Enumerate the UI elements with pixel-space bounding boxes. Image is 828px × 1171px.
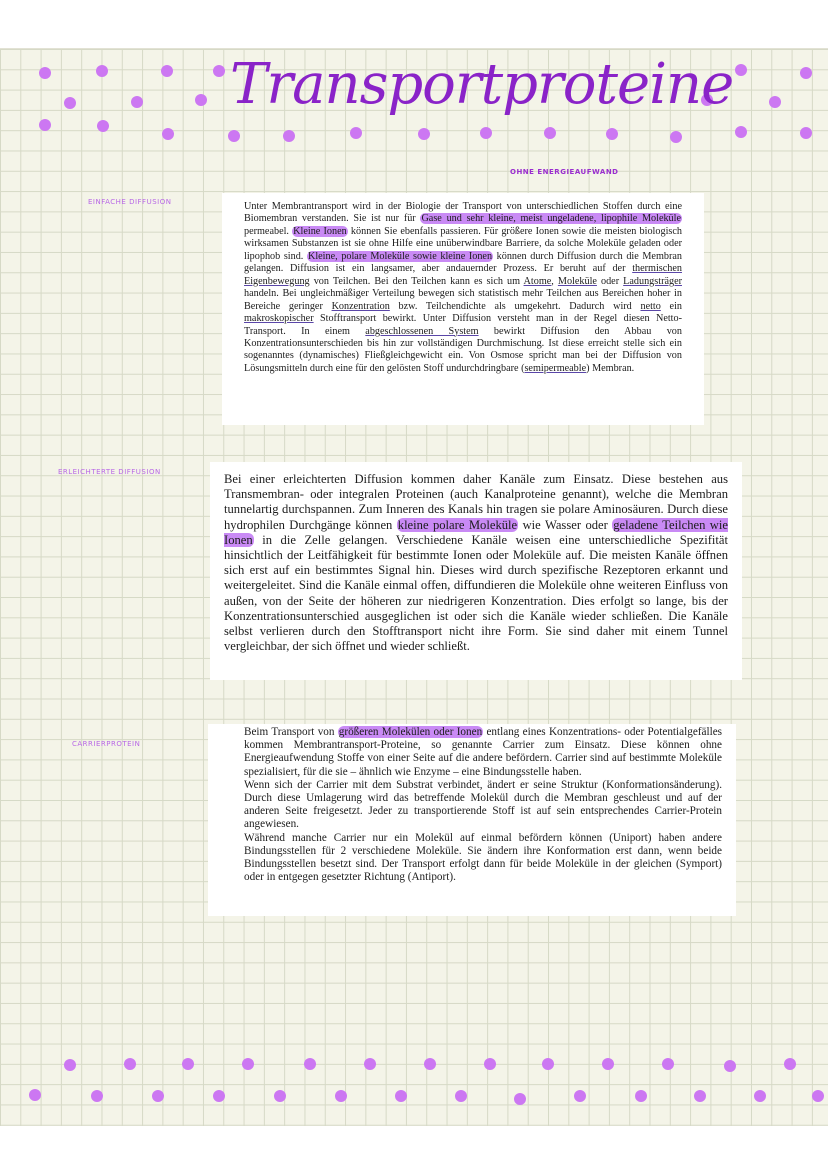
paragraph-facilitated-diffusion (224, 472, 728, 654)
highlight-small-ions: Kleine Ionen (293, 225, 347, 237)
decorative-dot (735, 126, 747, 138)
decorative-dot (754, 1090, 766, 1102)
text-segment: wie Wasser oder (518, 517, 613, 532)
link-closed-system[interactable]: abgeschlossenen System (365, 325, 479, 337)
decorative-dot (152, 1090, 164, 1102)
link-atoms[interactable]: Atome (523, 275, 552, 287)
highlight-polar-molecules: Kleine, polare Moleküle sowie kleine Ionen (307, 250, 493, 262)
decorative-dot (91, 1090, 103, 1102)
decorative-dot (724, 1060, 736, 1072)
text-segment: , (551, 275, 558, 287)
link-macroscopic[interactable]: makroskopischer (244, 313, 314, 325)
label-simple-diffusion: EINFACHE DIFFUSION (88, 198, 172, 206)
energy-note: OHNE ENERGIEAUFWAND (510, 168, 619, 176)
text-segment: entlang eines Konzentrations- oder Potentialgefälles kommen Membrantransport-Proteine, so genannte Carrier zum Einsatz. Diese können ohne Energieaufwendung Stoffe von einer Seite auf die andere befördern. Carrier sind auf bestimmte Moleküle spezialisiert, für die sie – ähnlich wie Enzyme – eine Bindungsstelle haben. (244, 726, 723, 778)
link-semipermeable[interactable]: semipermeable (524, 362, 587, 374)
decorative-dot (29, 1089, 41, 1101)
decorative-dot (213, 1090, 225, 1102)
text-card-carrier-protein (208, 724, 736, 916)
decorative-dot (182, 1058, 194, 1070)
paragraph-carrier-3: Während manche Carrier nur ein Molekül auf einmal befördern können (Uniport) haben andere Bindungsstellen für 2 verschiedene Moleküle. Sie ändern ihre Konformation erst dann, wenn beide Bindungsstellen besetzt sind. Der Transport erfolgt dann für beide Moleküle in der gleichen (Symport) oder in entgegen gesetzter Richtung (Antiport). (244, 831, 722, 884)
decorative-dot (484, 1058, 496, 1070)
decorative-dot (124, 1058, 136, 1070)
decorative-dot (662, 1058, 674, 1070)
decorative-dot (574, 1090, 586, 1102)
decorative-dot (64, 1059, 76, 1071)
page-title: Transportproteine (230, 52, 734, 117)
text-segment: Bei einer erleichterten Diffusion kommen daher Kanäle zum Einsatz. Diese bestehen aus Transmembran- oder integralen Proteinen (auch Kanalproteine genannt), welche die Membran tunnelartig durchspannen. Zum Inneren des Kanals hin tragen sie polare Aminosäuren. Durch diese hydrophilen Durchgänge können (224, 472, 728, 532)
text-segment: können Sie ebenfalls passieren. Für größere Ionen sowie die meisten biologisch wirksamen Substanzen ist sie ohne Hilfe eine unüberwindbare Barriere, da solche Moleküle geladen oder lipophob sind. (244, 225, 682, 262)
decorative-dot (39, 67, 51, 79)
decorative-dot (97, 120, 109, 132)
decorative-dot (769, 96, 781, 108)
highlight-charged-particles: geladene Teilchen wie Ionen (224, 517, 728, 547)
decorative-dot (335, 1090, 347, 1102)
text-segment: bewirkt Diffusion den Abbau von Konzentrationsunterschieden bis hin zur vollständigen Durchmischung. Ist diese erreicht stelle sich ein sogenanntes (dynamisches) Fließgleichgewicht ein. Von Osmose spricht man bei der Diffusion von Lösungsmitteln durch eine für den gelösten Stoff undurchdringbare ( (244, 325, 682, 374)
decorative-dot (514, 1093, 526, 1105)
decorative-dot (162, 128, 174, 140)
decorative-dot (812, 1090, 824, 1102)
decorative-dot (635, 1090, 647, 1102)
decorative-dot (784, 1058, 796, 1070)
decorative-dot (64, 97, 76, 109)
decorative-dot (735, 64, 747, 76)
text-segment: oder (596, 275, 624, 287)
link-charge-carriers[interactable]: Ladungsträger (623, 275, 682, 287)
text-segment: handeln. Bei ungleichmäßiger Verteilung bewegen sich statistisch mehr Teilchen aus Bereichen hoher in Bereiche geringer (244, 288, 682, 312)
paragraph-carrier-1 (244, 726, 722, 779)
text-segment: in die Zelle gelangen. Verschiedene Kanäle weisen eine unterschiedliche Spezifität hinsichtlich der Leitfähigkeit für bestimmte Ionen oder Moleküle auf. Die meisten Kanäle öffnen sich erst auf ein bestimmtes Signal hin. Dieses wird durch spezifische Rezeptoren erkannt und weitergeleitet. Sind die Kanäle einmal offen, diffundieren die Moleküle ohne weiteren Einfluss von außen, von der Seite der höheren zur niedrigeren Konzentration. Dies erfolgt so lange, bis der Konzentrationsunterschied ausgeglichen ist oder sich die Kanäle wieder schließen. Die Kanäle selbst verlieren durch den Stofftransport nicht ihre Form. Sie sind daher mit einem Tunnel vergleichbar, der sich öffnet und wieder schließt. (224, 532, 728, 654)
link-netto[interactable]: netto (640, 300, 661, 312)
decorative-dot (161, 65, 173, 77)
decorative-dot (455, 1090, 467, 1102)
decorative-dot (694, 1090, 706, 1102)
decorative-dot (195, 94, 207, 106)
link-molecules[interactable]: Moleküle (557, 275, 597, 287)
decorative-dot (364, 1058, 376, 1070)
text-segment: Unter Membrantransport wird in der Biologie der Transport von unterschiedlichen Stoffen durch eine Biomembran verstanden. Sie ist nur für (244, 201, 682, 225)
decorative-dot (395, 1090, 407, 1102)
decorative-dot (131, 96, 143, 108)
text-segment: permeabel. (244, 225, 293, 237)
decorative-dot (96, 65, 108, 77)
label-facilitated-diffusion: ERLEICHTERTE DIFFUSION (58, 468, 161, 476)
text-segment: bzw. Teilchendichte als umgekehrt. Dadurch wird (389, 300, 641, 312)
link-concentration[interactable]: Konzentration (331, 300, 390, 312)
highlight-small-polar-molecules: kleine polare Moleküle (397, 517, 518, 532)
decorative-dot (242, 1058, 254, 1070)
decorative-dot (424, 1058, 436, 1070)
text-segment: von Teilchen. Bei den Teilchen kann es sich um (309, 275, 524, 287)
decorative-dot (274, 1090, 286, 1102)
highlight-gases: Gase und sehr kleine, meist ungeladene, lipophile Moleküle (421, 213, 682, 225)
text-segment: Beim Transport von (244, 726, 338, 738)
link-thermal-motion[interactable]: thermischen Eigenbewegung (244, 263, 682, 287)
paragraph-simple-diffusion (244, 201, 682, 375)
text-segment: können durch Diffusion durch die Membran gelangen. Diffusion ist ein langsamer, aber andauernder Prozess. Er beruht auf der (244, 250, 682, 275)
text-segment: Stofftransport bewirkt. Unter Diffusion versteht man in der Regel diesen Netto-Transport. In einem (244, 313, 682, 337)
decorative-dot (602, 1058, 614, 1070)
decorative-dot (800, 67, 812, 79)
decorative-dot (800, 127, 812, 139)
text-segment: ein (660, 300, 682, 312)
text-card-facilitated-diffusion (210, 462, 742, 680)
decorative-dot (304, 1058, 316, 1070)
label-carrier-protein: CARRIERPROTEIN (72, 740, 141, 748)
text-segment: ) Membran. (586, 362, 635, 374)
decorative-dot (39, 119, 51, 131)
text-card-simple-diffusion (222, 193, 704, 425)
highlight-larger-molecules: größeren Molekülen oder Ionen (338, 726, 483, 738)
decorative-dot (542, 1058, 554, 1070)
decorative-dot (213, 65, 225, 77)
paragraph-carrier-2: Wenn sich der Carrier mit dem Substrat verbindet, ändert er seine Struktur (Konformationsänderung). Durch diese Umlagerung wird das betreffende Molekül durch die Membran geschleust und auf der anderen Seite freigesetzt. Jeder zu transportierende Stoff ist auf sein entsprechendes Carrier-Protein angewiesen. (244, 778, 722, 831)
